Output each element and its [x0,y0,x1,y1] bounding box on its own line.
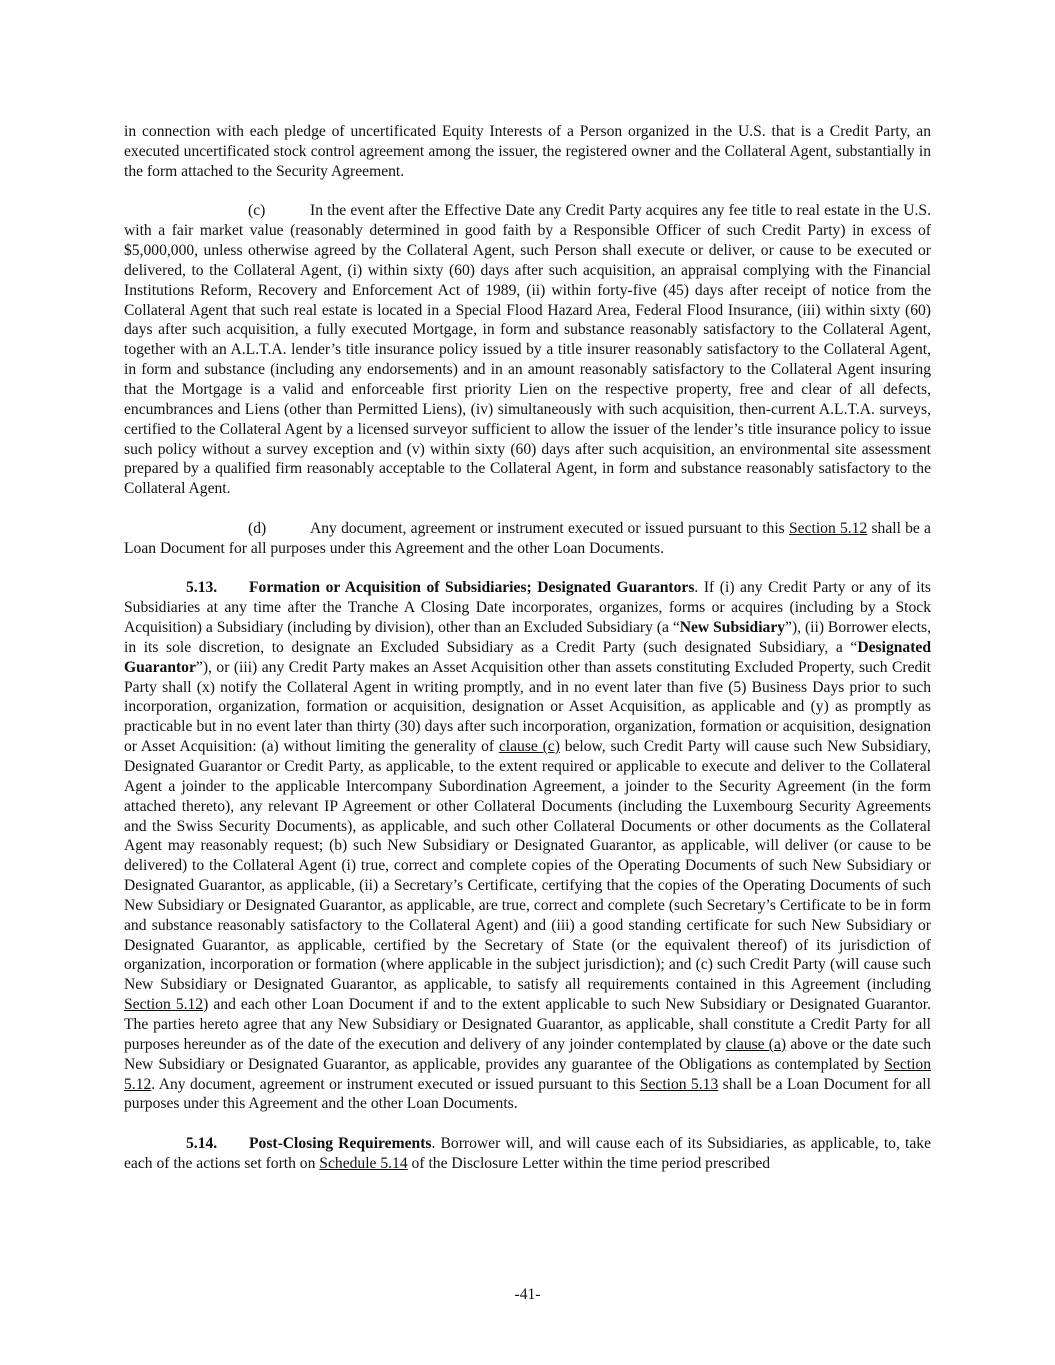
section-5-14-paragraph [124,1134,931,1174]
section-5-13-text-2: ”), (ii) Borrower elects, in its sole discretion, to designate an Excluded Subsidiary as a Credit Party (such designated Subsidiary, a “ [124,619,931,656]
clause-c-text: In the event after the Effective Date any Credit Party acquires any fee title to real estate in the U.S. with a fair market value (reasonably determined in good faith by a Responsible Officer of such Credit Party) in excess of $5,000,000, unless otherwise agreed by the Collateral Agent, such Person shall execute or deliver, or cause to be executed or delivered, to the Collateral Agent, (i) within sixty (60) days after such acquisition, an appraisal complying with the Financial Institutions Reform, Recovery and Enforcement Act of 1989, (ii) within forty-five (45) days after receipt of notice from the Collateral Agent that such real estate is located in a Special Flood Hazard Area, Federal Flood Insurance, (iii) within sixty (60) days after such acquisition, a fully executed Mortgage, in form and substance reasonably satisfactory to the Collateral Agent, together with an A.L.T.A. lender’s title insurance policy issued by a title insurer reasonably satisfactory to the Collateral Agent, in form and substance (including any endorsements) and in an amount reasonably satisfactory to the Collateral Agent insuring that the Mortgage is a valid and enforceable first priority Lien on the respective property, free and clear of all defects, encumbrances and Liens (other than Permitted Liens), (iv) simultaneously with such acquisition, then-current A.L.T.A. surveys, certified to the Collateral Agent by a licensed surveyor sufficient to allow the issuer of the lender’s title insurance policy to issue such policy without a survey exception and (v) within sixty (60) days after such acquisition, an environmental site assessment prepared by a qualified firm reasonably acceptable to the Collateral Agent, in form and substance reasonably satisfactory to the Collateral Agent. [124,202,931,498]
clause-a-reference: clause (a) [725,1035,787,1053]
section-5-14-heading: Post-Closing Requirements [249,1135,432,1153]
section-5-12-reference: Section 5.12 [788,519,868,537]
clause-d-text-before: Any document, agreement or instrument executed or issued pursuant to this [310,519,789,537]
clause-c-paragraph [124,201,931,499]
section-5-13-text-1: . If (i) any Credit Party or any of its Subsidiaries at any time after the Tranche A Closing Date incorporates, organizes, forms or acquires (including by a Stock Acquisition) a Subsidiary (including by division), other than an Excluded Subsidiary (a “ [124,579,931,637]
page-number: -41- [514,1286,541,1303]
section-5-13-heading: Formation or Acquisition of Subsidiaries; Designated Guarantors [249,579,695,597]
clause-c-reference: clause (c) [498,738,560,756]
section-5-12-reference: Section 5.12 [124,996,204,1014]
clause-c-label: (c) [248,202,266,220]
intro-paragraph: in connection with each pledge of uncertificated Equity Interests of a Person organized in the U.S. that is a Credit Party, an executed uncertificated stock control agreement among the issuer, the registered owner and the Collateral Agent, substantially in the form attached to the Security Agreement. [124,123,931,180]
section-5-13-text-4: below, such Credit Party will cause such New Subsidiary, Designated Guarantor or Credit Party, as applicable, to the extent required or applicable to execute and deliver to the Collateral Agent a joinder to the applicable Intercompany Subordination Agreement, a joinder to the Security Agreement (in the form attached thereto), any relevant IP Agreement or other Collateral Documents (including the Luxembourg Security Agreements and the Swiss Security Documents), as applicable, and such other Collateral Documents or other documents as the Collateral Agent may reasonably request; (b) such New Subsidiary or Designated Guarantor, as applicable, will deliver (or cause to be delivered) to the Collateral Agent (i) true, correct and complete copies of the Operating Documents of such New Subsidiary or Designated Guarantor, as applicable, (ii) a Secretary’s Certificate, certifying that the copies of the Operating Documents of such New Subsidiary or Designated Guarantor, as applicable, are true, correct and complete (such Secretary’s Certificate to be in form and substance reasonably satisfactory to the Collateral Agent) and (iii) a good standing certificate for such New Subsidiary or Designated Guarantor, as applicable, certified by the Secretary of State (or the equivalent thereof) of its jurisdiction of organization, incorporation or formation (where applicable in the subject jurisdiction); and (c) such Credit Party (will cause such New Subsidiary or Designated Guarantor, as applicable, to satisfy all requirements contained in this Agreement (including [124,738,931,994]
document-page [124,122,931,1174]
section-5-14-text-1: . Borrower will, and will cause each of its Subsidiaries, as applicable, to, take each of the actions set forth on [124,1135,931,1172]
defined-term-new-subsidiary: New Subsidiary [679,619,786,637]
section-5-13-paragraph [124,578,931,1114]
clause-d-paragraph [124,519,931,559]
defined-term-designated-guarantor: Designated Guarantor [124,638,931,676]
section-5-13-number: 5.13. [186,579,218,597]
section-5-13-text-6: above or the date such New Subsidiary or Designated Guarantor, as applicable, provides any guarantee of the Obligations as contemplated by [124,1035,931,1073]
section-5-13-text-7: . Any document, agreement or instrument executed or issued pursuant to this [151,1075,640,1093]
section-5-13-reference: Section 5.13 [639,1075,719,1093]
section-5-14-number: 5.14. [186,1135,218,1153]
section-5-13-text-3: ”), or (iii) any Credit Party makes an Asset Acquisition other than assets constituting Excluded Property, such Credit Party shall (x) notify the Collateral Agent in writing promptly, and in no event later than five (5) Business Days prior to such incorporation, organization, formation or acquisition, designation or Asset Acquisition, as applicable and (y) as promptly as practicable but in no event later than thirty (30) days after such incorporation, organization, formation or acquisition, designation or Asset Acquisition: (a) without limiting the generality of [124,658,931,756]
clause-d-label: (d) [248,519,267,537]
section-5-13-text-5: ) and each other Loan Document if and to the extent applicable to such New Subsidiary or Designated Guarantor. The parties hereto agree that any New Subsidiary or Designated Guarantor, as applicable, shall constitute a Credit Party for all purposes hereunder as of the date of the execution and delivery of any joinder contemplated by [124,996,932,1053]
section-5-13-text-8: shall be a Loan Document for all purposes under this Agreement and the other Loan Documents. [124,1075,931,1113]
schedule-5-14-reference: Schedule 5.14 [319,1154,408,1172]
section-5-14-text-2: of the Disclosure Letter within the time period prescribed [407,1154,771,1172]
section-5-12-reference: Section 5.12 [124,1055,931,1093]
clause-d-text-after: shall be a Loan Document for all purposes under this Agreement and the other Loan Documents. [124,519,931,557]
